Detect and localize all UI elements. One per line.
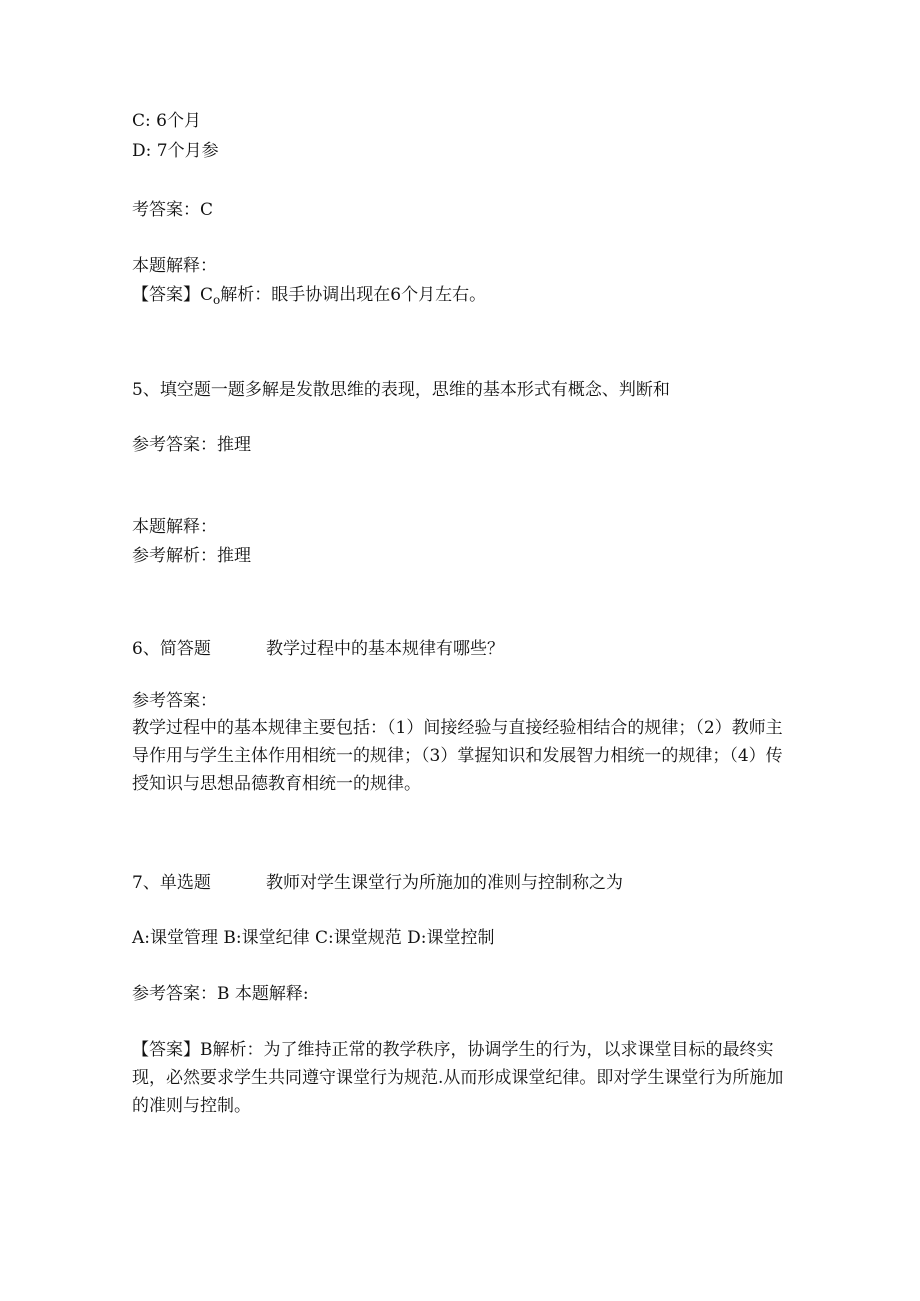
q6-type: 6、简答题 <box>132 639 211 659</box>
q4-explain-prefix: 【答案】C <box>132 285 214 305</box>
q7-question: 教师对学生课堂行为所施加的准则与控制称之为 <box>266 873 623 893</box>
q4-option-d: D: 7个月参 <box>132 141 219 161</box>
q7-heading <box>132 872 623 894</box>
q6-question: 教学过程中的基本规律有哪些？ <box>266 639 504 659</box>
q6-answer-label: 参考答案： <box>132 691 217 711</box>
q7-type: 7、单选题 <box>132 873 211 893</box>
q4-explain-label: 本题解释： <box>132 256 217 276</box>
q6-answer: 教学过程中的基本规律主要包括：（1）间接经验与直接经验相结合的规律；（2）教师主导作用与学生主体作用相统一的规律；（3）掌握知识和发展智力相统一的规律；（4）传授知识与思想品德教育相统一的规律。 <box>132 718 783 794</box>
q5-answer: 参考答案：推理 <box>132 435 251 455</box>
q7-explanation: 【答案】B解析：为了维持正常的教学秩序，协调学生的行为，以求课堂目标的最终实现，必然要求学生共同遵守课堂行为规范.从而形成课堂纪律。即对学生课堂行为所施加的准则与控制。 <box>132 1040 784 1116</box>
q5-question: 5、填空题一题多解是发散思维的表现，思维的基本形式有概念、判断和 <box>132 380 670 400</box>
q5-explanation: 参考解析：推理 <box>132 546 251 566</box>
q6-heading <box>132 638 504 660</box>
q4-explanation <box>132 284 486 311</box>
q7-options: A:课堂管理 B:课堂纪律 C:课堂规范 D:课堂控制 <box>132 928 495 948</box>
q4-explain-rest: 解析：眼手协调出现在6个月左右。 <box>220 285 487 305</box>
q4-option-c: C: 6个月 <box>132 111 201 131</box>
q7-answer: 参考答案：B 本题解释: <box>132 984 309 1004</box>
q5-explain-label: 本题解释： <box>132 517 217 537</box>
q4-explain-sub: o <box>213 293 221 307</box>
q4-answer: 考答案：C <box>132 200 214 220</box>
